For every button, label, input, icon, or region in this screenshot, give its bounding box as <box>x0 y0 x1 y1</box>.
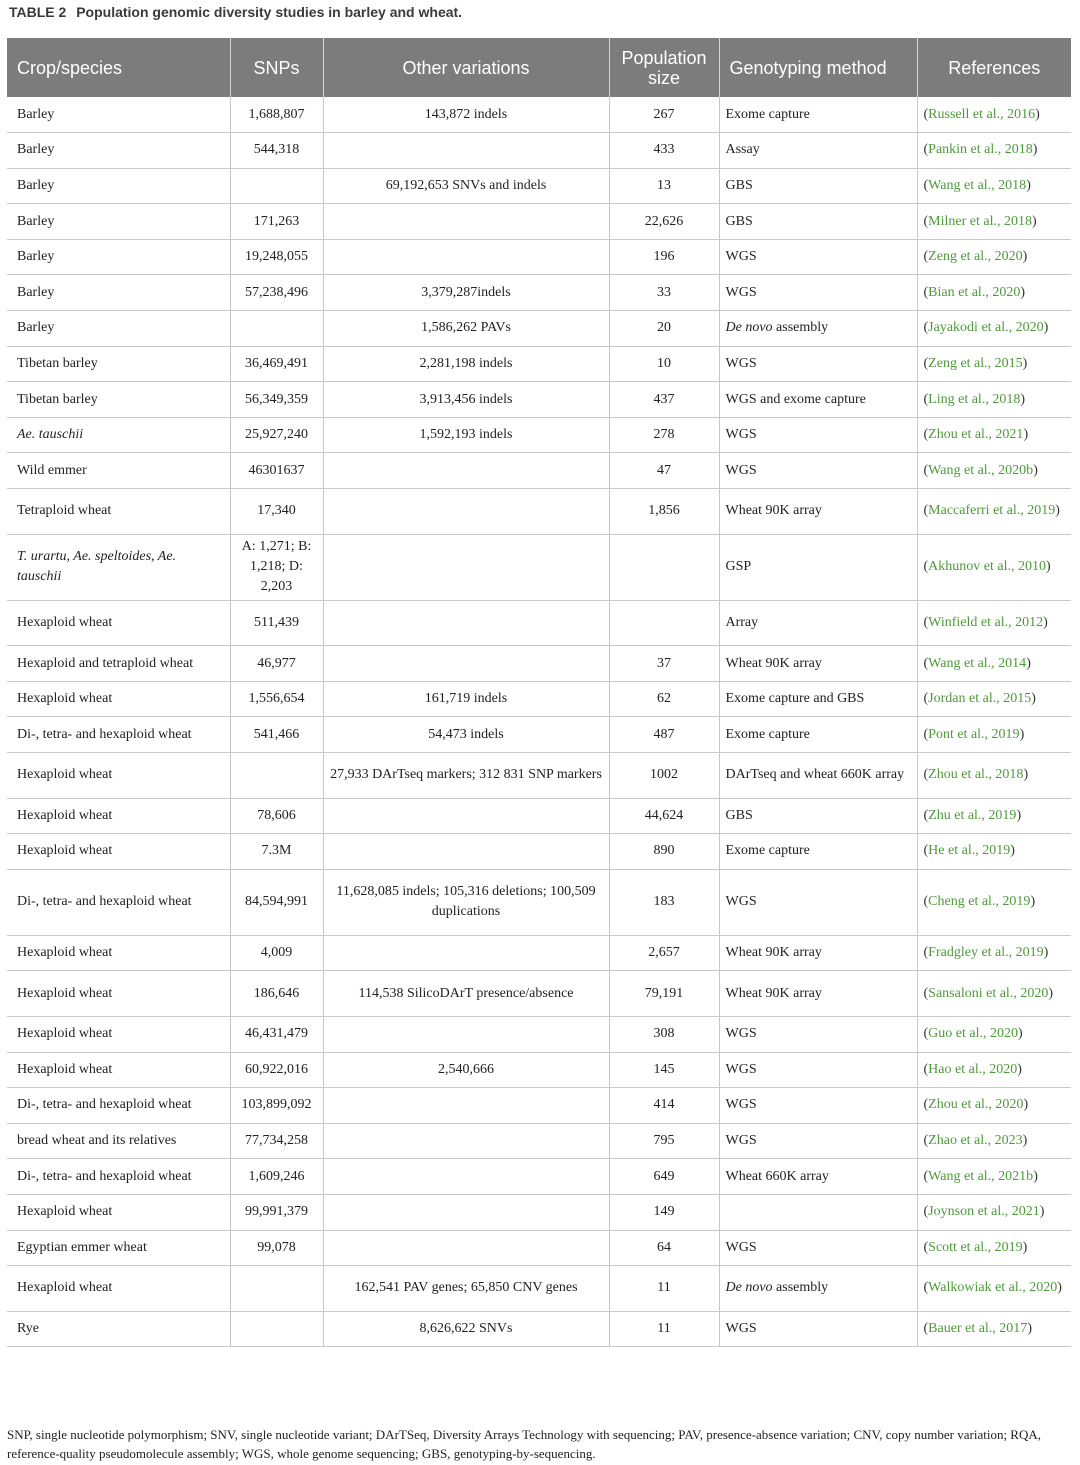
cell-crop: Tibetan barley <box>7 346 230 382</box>
cell-snps: 7.3M <box>230 834 323 870</box>
cell-snps: 171,263 <box>230 204 323 240</box>
cell-genotyping-method: WGS <box>719 1088 917 1124</box>
cell-crop: Hexaploid wheat <box>7 681 230 717</box>
cell-genotyping-method: WGS <box>719 453 917 489</box>
cell-population-size <box>609 600 719 646</box>
table-row <box>7 834 1071 870</box>
table-row <box>7 204 1071 240</box>
cell-reference: (Cheng et al., 2019) <box>917 869 1071 935</box>
cell-crop: Hexaploid wheat <box>7 834 230 870</box>
cell-reference: (Zhu et al., 2019) <box>917 798 1071 834</box>
cell-genotyping-method: Assay <box>719 133 917 169</box>
table-footnote: SNP, single nucleotide polymorphism; SNV, single nucleotide variant; DArTSeq, Diversity Arrays Technology with sequencing; PAV, presence-absence variation; CNV, copy number variation; RQA, reference-quality pseudomolecule assembly; WGS, whole genome sequencing; GBS, genotyping-by-sequencing. <box>7 1427 1042 1461</box>
reference-link[interactable]: Bian et al., 2020 <box>928 284 1021 300</box>
cell-crop: T. urartu, Ae. speltoides, Ae. tauschii <box>7 534 230 600</box>
cell-reference: (Milner et al., 2018) <box>917 204 1071 240</box>
cell-crop: Barley <box>7 133 230 169</box>
cell-snps: 46,977 <box>230 646 323 682</box>
cell-population-size <box>609 534 719 600</box>
reference-link[interactable]: Zhu et al., 2019 <box>928 807 1017 823</box>
table-row <box>7 1016 1071 1052</box>
cell-snps <box>230 168 323 204</box>
cell-other-variations <box>323 1016 609 1052</box>
table-row <box>7 275 1071 311</box>
table-row <box>7 239 1071 275</box>
cell-snps: 77,734,258 <box>230 1123 323 1159</box>
cell-reference: (Akhunov et al., 2010) <box>917 534 1071 600</box>
cell-genotyping-method: WGS <box>719 239 917 275</box>
cell-crop: Hexaploid and tetraploid wheat <box>7 646 230 682</box>
cell-crop: Barley <box>7 311 230 347</box>
cell-genotyping-method: WGS and exome capture <box>719 382 917 418</box>
reference-link[interactable]: Sansaloni et al., 2020 <box>928 985 1049 1001</box>
cell-reference: (Fradgley et al., 2019) <box>917 935 1071 971</box>
cell-population-size: 183 <box>609 869 719 935</box>
cell-crop: Ae. tauschii <box>7 417 230 453</box>
cell-genotyping-method: WGS <box>719 869 917 935</box>
reference-link[interactable]: Wang et al., 2021b <box>928 1168 1034 1184</box>
cell-population-size: 11 <box>609 1266 719 1312</box>
cell-genotyping-method: GSP <box>719 534 917 600</box>
cell-population-size: 890 <box>609 834 719 870</box>
cell-genotyping-method: Wheat 90K array <box>719 935 917 971</box>
table-row <box>7 133 1071 169</box>
cell-snps: 1,609,246 <box>230 1159 323 1195</box>
cell-crop: Tetraploid wheat <box>7 489 230 535</box>
reference-link[interactable]: Wang et al., 2018 <box>928 177 1027 193</box>
cell-crop: Di-, tetra- and hexaploid wheat <box>7 1159 230 1195</box>
table-row <box>7 869 1071 935</box>
reference-link[interactable]: Jordan et al., 2015 <box>928 691 1032 707</box>
cell-snps: 99,078 <box>230 1230 323 1266</box>
reference-link[interactable]: Wang et al., 2014 <box>928 655 1027 671</box>
cell-other-variations <box>323 646 609 682</box>
cell-genotyping-method: WGS <box>719 346 917 382</box>
reference-link[interactable]: Zeng et al., 2020 <box>928 249 1023 265</box>
cell-snps: 103,899,092 <box>230 1088 323 1124</box>
cell-reference: (Pont et al., 2019) <box>917 717 1071 753</box>
header-snps: SNPs <box>230 38 323 97</box>
cell-crop: Hexaploid wheat <box>7 1052 230 1088</box>
cell-reference: (Wang et al., 2018) <box>917 168 1071 204</box>
cell-population-size: 37 <box>609 646 719 682</box>
cell-reference: (Maccaferri et al., 2019) <box>917 489 1071 535</box>
table-row <box>7 346 1071 382</box>
cell-population-size: 64 <box>609 1230 719 1266</box>
table-row <box>7 489 1071 535</box>
cell-crop: Hexaploid wheat <box>7 798 230 834</box>
cell-population-size: 20 <box>609 311 719 347</box>
cell-reference: (Russell et al., 2016) <box>917 97 1071 133</box>
reference-link[interactable]: Zhou et al., 2020 <box>928 1097 1024 1113</box>
cell-snps: 544,318 <box>230 133 323 169</box>
table-row <box>7 1266 1071 1312</box>
table-row <box>7 311 1071 347</box>
reference-link[interactable]: Maccaferri et al., 2019 <box>928 503 1056 519</box>
cell-genotyping-method: Wheat 90K array <box>719 646 917 682</box>
header-references: References <box>917 38 1071 97</box>
cell-snps: 36,469,491 <box>230 346 323 382</box>
reference-link[interactable]: Zhou et al., 2018 <box>928 767 1024 783</box>
cell-reference: (Sansaloni et al., 2020) <box>917 971 1071 1017</box>
reference-link[interactable]: Walkowiak et al., 2020 <box>928 1280 1058 1296</box>
cell-crop: Egyptian emmer wheat <box>7 1230 230 1266</box>
cell-snps: 19,248,055 <box>230 239 323 275</box>
table-row <box>7 798 1071 834</box>
cell-reference: (Hao et al., 2020) <box>917 1052 1071 1088</box>
reference-link[interactable]: Bauer et al., 2017 <box>928 1321 1028 1337</box>
reference-link[interactable]: Fradgley et al., 2019 <box>928 945 1044 961</box>
cell-genotyping-method: Wheat 660K array <box>719 1159 917 1195</box>
reference-link[interactable]: Cheng et al., 2019 <box>928 894 1031 910</box>
table-caption <box>9 4 462 20</box>
cell-other-variations <box>323 534 609 600</box>
cell-snps: 511,439 <box>230 600 323 646</box>
cell-snps: 99,991,379 <box>230 1194 323 1230</box>
table-row <box>7 971 1071 1017</box>
cell-snps: 1,688,807 <box>230 97 323 133</box>
header-genotyping-method: Genotyping method <box>719 38 917 97</box>
table-header-row <box>7 38 1071 97</box>
cell-snps <box>230 311 323 347</box>
cell-population-size: 2,657 <box>609 935 719 971</box>
cell-population-size: 10 <box>609 346 719 382</box>
cell-reference: (Walkowiak et al., 2020) <box>917 1266 1071 1312</box>
reference-link[interactable]: Zhao et al., 2023 <box>928 1133 1023 1149</box>
cell-reference: (Pankin et al., 2018) <box>917 133 1071 169</box>
cell-crop: Wild emmer <box>7 453 230 489</box>
cell-snps <box>230 753 323 799</box>
cell-crop: Di-, tetra- and hexaploid wheat <box>7 1088 230 1124</box>
table-row <box>7 1159 1071 1195</box>
cell-snps: 4,009 <box>230 935 323 971</box>
cell-reference: (Zeng et al., 2015) <box>917 346 1071 382</box>
table-row <box>7 97 1071 133</box>
cell-other-variations: 27,933 DArTseq markers; 312 831 SNP markers <box>323 753 609 799</box>
cell-snps: 541,466 <box>230 717 323 753</box>
cell-snps: A: 1,271; B: 1,218; D: 2,203 <box>230 534 323 600</box>
cell-crop: Barley <box>7 239 230 275</box>
table-row <box>7 1052 1071 1088</box>
reference-link[interactable]: Guo et al., 2020 <box>928 1026 1018 1042</box>
cell-other-variations: 2,540,666 <box>323 1052 609 1088</box>
reference-link[interactable]: Russell et al., 2016 <box>928 106 1036 122</box>
cell-crop: Di-, tetra- and hexaploid wheat <box>7 717 230 753</box>
cell-population-size: 145 <box>609 1052 719 1088</box>
cell-crop: Hexaploid wheat <box>7 935 230 971</box>
table-row <box>7 168 1071 204</box>
cell-reference: (Jayakodi et al., 2020) <box>917 311 1071 347</box>
cell-genotyping-method: WGS <box>719 1123 917 1159</box>
cell-population-size: 11 <box>609 1311 719 1347</box>
table-row <box>7 753 1071 799</box>
cell-other-variations <box>323 239 609 275</box>
cell-genotyping-method: WGS <box>719 275 917 311</box>
cell-reference: (Jordan et al., 2015) <box>917 681 1071 717</box>
cell-other-variations: 162,541 PAV genes; 65,850 CNV genes <box>323 1266 609 1312</box>
cell-population-size: 487 <box>609 717 719 753</box>
cell-genotyping-method: WGS <box>719 1311 917 1347</box>
cell-snps <box>230 1311 323 1347</box>
reference-link[interactable]: Pont et al., 2019 <box>928 726 1020 742</box>
cell-genotyping-method: GBS <box>719 204 917 240</box>
cell-population-size: 414 <box>609 1088 719 1124</box>
header-population-size: Population size <box>609 38 719 97</box>
reference-link[interactable]: Hao et al., 2020 <box>928 1061 1018 1077</box>
table-row <box>7 717 1071 753</box>
reference-link[interactable]: Zeng et al., 2015 <box>928 355 1023 371</box>
cell-population-size: 278 <box>609 417 719 453</box>
table-row <box>7 1230 1071 1266</box>
reference-link[interactable]: Zhou et al., 2021 <box>928 427 1024 443</box>
cell-reference: (Zhou et al., 2021) <box>917 417 1071 453</box>
cell-snps: 46,431,479 <box>230 1016 323 1052</box>
table-row <box>7 600 1071 646</box>
cell-other-variations: 8,626,622 SNVs <box>323 1311 609 1347</box>
reference-link[interactable]: Wang et al., 2020b <box>928 462 1034 478</box>
cell-other-variations: 1,586,262 PAVs <box>323 311 609 347</box>
cell-other-variations <box>323 1230 609 1266</box>
cell-population-size: 62 <box>609 681 719 717</box>
table-row <box>7 1194 1071 1230</box>
cell-other-variations <box>323 204 609 240</box>
cell-crop: Hexaploid wheat <box>7 753 230 799</box>
cell-other-variations <box>323 1194 609 1230</box>
cell-reference: (Bauer et al., 2017) <box>917 1311 1071 1347</box>
cell-reference: (Joynson et al., 2021) <box>917 1194 1071 1230</box>
cell-population-size: 308 <box>609 1016 719 1052</box>
cell-crop: Hexaploid wheat <box>7 600 230 646</box>
cell-other-variations <box>323 834 609 870</box>
cell-population-size: 649 <box>609 1159 719 1195</box>
reference-link[interactable]: Pankin et al., 2018 <box>928 142 1033 158</box>
cell-other-variations: 54,473 indels <box>323 717 609 753</box>
cell-other-variations: 1,592,193 indels <box>323 417 609 453</box>
cell-population-size: 47 <box>609 453 719 489</box>
cell-population-size: 44,624 <box>609 798 719 834</box>
reference-link[interactable]: Winfield et al., 2012 <box>928 614 1044 630</box>
cell-crop: Tibetan barley <box>7 382 230 418</box>
cell-snps: 57,238,496 <box>230 275 323 311</box>
cell-other-variations: 143,872 indels <box>323 97 609 133</box>
cell-other-variations <box>323 489 609 535</box>
cell-other-variations: 3,913,456 indels <box>323 382 609 418</box>
table-row <box>7 417 1071 453</box>
table-row <box>7 1123 1071 1159</box>
cell-population-size: 196 <box>609 239 719 275</box>
table-row <box>7 534 1071 600</box>
cell-crop: Hexaploid wheat <box>7 971 230 1017</box>
cell-snps: 17,340 <box>230 489 323 535</box>
cell-genotyping-method: Exome capture <box>719 834 917 870</box>
cell-reference: (Guo et al., 2020) <box>917 1016 1071 1052</box>
cell-crop: Di-, tetra- and hexaploid wheat <box>7 869 230 935</box>
cell-crop: Hexaploid wheat <box>7 1194 230 1230</box>
table-row <box>7 646 1071 682</box>
table-row <box>7 453 1071 489</box>
cell-population-size: 267 <box>609 97 719 133</box>
cell-other-variations <box>323 133 609 169</box>
cell-reference: (Zhou et al., 2020) <box>917 1088 1071 1124</box>
cell-other-variations <box>323 935 609 971</box>
table-row <box>7 681 1071 717</box>
cell-snps: 60,922,016 <box>230 1052 323 1088</box>
cell-snps: 56,349,359 <box>230 382 323 418</box>
cell-crop: bread wheat and its relatives <box>7 1123 230 1159</box>
reference-link[interactable]: Akhunov et al., 2010 <box>928 559 1046 575</box>
cell-other-variations: 11,628,085 indels; 105,316 deletions; 100,509 duplications <box>323 869 609 935</box>
cell-other-variations <box>323 798 609 834</box>
reference-link[interactable]: Joynson et al., 2021 <box>928 1204 1040 1220</box>
cell-population-size: 437 <box>609 382 719 418</box>
cell-other-variations: 2,281,198 indels <box>323 346 609 382</box>
table-caption-label: TABLE 2 <box>9 4 67 20</box>
cell-snps: 78,606 <box>230 798 323 834</box>
cell-other-variations <box>323 1159 609 1195</box>
cell-population-size: 149 <box>609 1194 719 1230</box>
cell-other-variations <box>323 600 609 646</box>
cell-crop: Barley <box>7 168 230 204</box>
cell-reference: (Winfield et al., 2012) <box>917 600 1071 646</box>
cell-genotyping-method: DArTseq and wheat 660K array <box>719 753 917 799</box>
cell-population-size: 13 <box>609 168 719 204</box>
table-row <box>7 1088 1071 1124</box>
header-other-variations: Other variations <box>323 38 609 97</box>
reference-link[interactable]: Scott et al., 2019 <box>928 1239 1023 1255</box>
cell-genotyping-method: Exome capture <box>719 97 917 133</box>
cell-crop: Hexaploid wheat <box>7 1016 230 1052</box>
cell-other-variations <box>323 453 609 489</box>
cell-population-size: 795 <box>609 1123 719 1159</box>
population-diversity-table <box>7 38 1071 1347</box>
cell-genotyping-method: Wheat 90K array <box>719 489 917 535</box>
cell-other-variations: 161,719 indels <box>323 681 609 717</box>
reference-link[interactable]: He et al., 2019 <box>928 843 1011 859</box>
cell-crop: Barley <box>7 275 230 311</box>
cell-population-size: 79,191 <box>609 971 719 1017</box>
cell-crop: Barley <box>7 204 230 240</box>
cell-genotyping-method: Exome capture and GBS <box>719 681 917 717</box>
cell-reference: (Wang et al., 2020b) <box>917 453 1071 489</box>
cell-snps: 186,646 <box>230 971 323 1017</box>
cell-genotyping-method: Wheat 90K array <box>719 971 917 1017</box>
table-row <box>7 382 1071 418</box>
cell-reference: (Bian et al., 2020) <box>917 275 1071 311</box>
cell-reference: (Wang et al., 2021b) <box>917 1159 1071 1195</box>
cell-genotyping-method: Array <box>719 600 917 646</box>
cell-population-size: 433 <box>609 133 719 169</box>
cell-snps: 46301637 <box>230 453 323 489</box>
cell-reference: (Zhao et al., 2023) <box>917 1123 1071 1159</box>
table-row <box>7 935 1071 971</box>
cell-population-size: 1,856 <box>609 489 719 535</box>
reference-link[interactable]: Milner et al., 2018 <box>928 213 1032 229</box>
table-row <box>7 1311 1071 1347</box>
cell-genotyping-method: De novo assembly <box>719 311 917 347</box>
table-caption-title: Population genomic diversity studies in barley and wheat. <box>76 4 463 20</box>
table-body <box>7 97 1071 1347</box>
header-crop: Crop/species <box>7 38 230 97</box>
cell-genotyping-method: WGS <box>719 1052 917 1088</box>
cell-genotyping-method <box>719 1194 917 1230</box>
cell-reference: (Zeng et al., 2020) <box>917 239 1071 275</box>
cell-crop: Barley <box>7 97 230 133</box>
cell-snps <box>230 1266 323 1312</box>
cell-reference: (Wang et al., 2014) <box>917 646 1071 682</box>
cell-snps: 84,594,991 <box>230 869 323 935</box>
cell-other-variations: 3,379,287indels <box>323 275 609 311</box>
cell-genotyping-method: GBS <box>719 168 917 204</box>
cell-snps: 1,556,654 <box>230 681 323 717</box>
cell-reference: (Scott et al., 2019) <box>917 1230 1071 1266</box>
cell-other-variations: 69,192,653 SNVs and indels <box>323 168 609 204</box>
cell-crop: Hexaploid wheat <box>7 1266 230 1312</box>
cell-reference: (Zhou et al., 2018) <box>917 753 1071 799</box>
cell-genotyping-method: GBS <box>719 798 917 834</box>
cell-genotyping-method: WGS <box>719 1016 917 1052</box>
reference-link[interactable]: Ling et al., 2018 <box>928 391 1021 407</box>
cell-reference: (He et al., 2019) <box>917 834 1071 870</box>
cell-other-variations: 114,538 SilicoDArT presence/absence <box>323 971 609 1017</box>
cell-genotyping-method: WGS <box>719 1230 917 1266</box>
cell-reference: (Ling et al., 2018) <box>917 382 1071 418</box>
cell-snps: 25,927,240 <box>230 417 323 453</box>
cell-other-variations <box>323 1123 609 1159</box>
cell-genotyping-method: WGS <box>719 417 917 453</box>
cell-population-size: 33 <box>609 275 719 311</box>
cell-other-variations <box>323 1088 609 1124</box>
cell-crop: Rye <box>7 1311 230 1347</box>
cell-genotyping-method: De novo assembly <box>719 1266 917 1312</box>
reference-link[interactable]: Jayakodi et al., 2020 <box>928 320 1044 336</box>
cell-genotyping-method: Exome capture <box>719 717 917 753</box>
cell-population-size: 22,626 <box>609 204 719 240</box>
cell-population-size: 1002 <box>609 753 719 799</box>
